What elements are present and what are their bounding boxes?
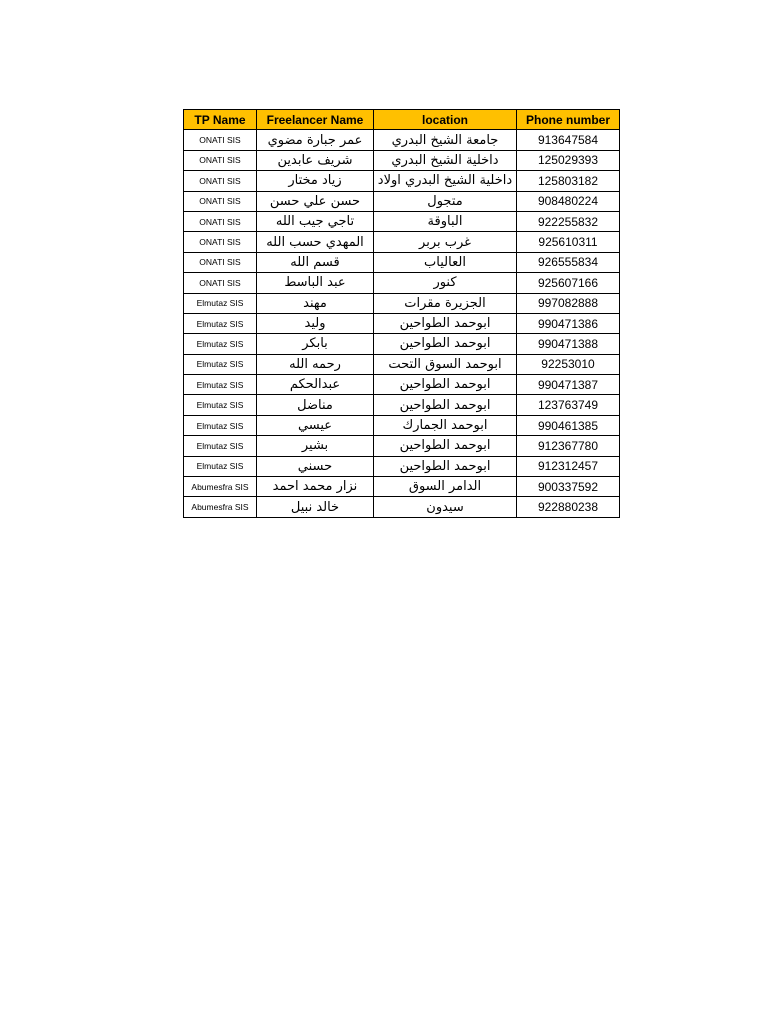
table-row <box>184 130 620 150</box>
header-phone-number: Phone number <box>517 110 620 130</box>
freelancer-name-cell: عمر جبارة مضوي <box>257 130 374 150</box>
phone-number-cell: 125029393 <box>517 150 620 170</box>
header-row <box>184 110 620 130</box>
location-cell: الباوقة <box>374 211 517 231</box>
freelancer-name-cell: رحمه الله <box>257 354 374 374</box>
location-cell: داخلية الشيخ البدري اولاد <box>374 171 517 191</box>
tp-name-cell: ONATI SIS <box>184 232 257 252</box>
location-cell: ابوحمد الطواحين <box>374 456 517 476</box>
phone-number-cell: 912312457 <box>517 456 620 476</box>
table-row <box>184 456 620 476</box>
phone-number-cell: 92253010 <box>517 354 620 374</box>
table-row <box>184 436 620 456</box>
tp-name-cell: ONATI SIS <box>184 150 257 170</box>
table-row <box>184 273 620 293</box>
freelancer-name-cell: مناضل <box>257 395 374 415</box>
tp-name-cell: Elmutaz SIS <box>184 456 257 476</box>
location-cell: ابوحمد الطواحين <box>374 313 517 333</box>
phone-number-cell: 913647584 <box>517 130 620 150</box>
location-cell: ابوحمد الطواحين <box>374 375 517 395</box>
location-cell: كنور <box>374 273 517 293</box>
phone-number-cell: 990461385 <box>517 415 620 435</box>
freelancer-name-cell: بابكر <box>257 334 374 354</box>
phone-number-cell: 997082888 <box>517 293 620 313</box>
tp-name-cell: Elmutaz SIS <box>184 354 257 374</box>
table-row <box>184 252 620 272</box>
freelancer-name-cell: مهند <box>257 293 374 313</box>
header-location: location <box>374 110 517 130</box>
table-row <box>184 477 620 497</box>
freelancer-name-cell: المهدي حسب الله <box>257 232 374 252</box>
location-cell: غرب بربر <box>374 232 517 252</box>
freelancer-name-cell: وليد <box>257 313 374 333</box>
table-row <box>184 395 620 415</box>
tp-name-cell: ONATI SIS <box>184 273 257 293</box>
table-row <box>184 497 620 517</box>
freelancer-name-cell: عبد الباسط <box>257 273 374 293</box>
tp-name-cell: Elmutaz SIS <box>184 415 257 435</box>
table-row <box>184 150 620 170</box>
location-cell: ابوحمد الطواحين <box>374 436 517 456</box>
phone-number-cell: 125803182 <box>517 171 620 191</box>
tp-name-cell: Elmutaz SIS <box>184 436 257 456</box>
phone-number-cell: 123763749 <box>517 395 620 415</box>
table-row <box>184 313 620 333</box>
phone-number-cell: 990471387 <box>517 375 620 395</box>
freelancer-name-cell: عبدالحكم <box>257 375 374 395</box>
tp-name-cell: ONATI SIS <box>184 191 257 211</box>
location-cell: ابوحمد الجمارك <box>374 415 517 435</box>
freelancer-name-cell: تاجي جيب الله <box>257 211 374 231</box>
phone-number-cell: 908480224 <box>517 191 620 211</box>
freelancer-name-cell: زياد مختار <box>257 171 374 191</box>
location-cell: سيدون <box>374 497 517 517</box>
phone-number-cell: 912367780 <box>517 436 620 456</box>
tp-name-cell: ONATI SIS <box>184 252 257 272</box>
phone-number-cell: 922255832 <box>517 211 620 231</box>
phone-number-cell: 990471388 <box>517 334 620 354</box>
freelancer-name-cell: عيسي <box>257 415 374 435</box>
phone-number-cell: 925610311 <box>517 232 620 252</box>
location-cell: الجزيرة مقرات <box>374 293 517 313</box>
freelancer-name-cell: بشير <box>257 436 374 456</box>
tp-name-cell: Elmutaz SIS <box>184 293 257 313</box>
table-row <box>184 354 620 374</box>
freelancer-name-cell: حسني <box>257 456 374 476</box>
phone-number-cell: 900337592 <box>517 477 620 497</box>
table-row <box>184 415 620 435</box>
phone-number-cell: 990471386 <box>517 313 620 333</box>
freelancer-name-cell: حسن علي حسن <box>257 191 374 211</box>
phone-number-cell: 922880238 <box>517 497 620 517</box>
location-cell: ابوحمد الطواحين <box>374 395 517 415</box>
tp-name-cell: Abumesfra SIS <box>184 477 257 497</box>
phone-number-cell: 926555834 <box>517 252 620 272</box>
table-row <box>184 375 620 395</box>
table-row <box>184 334 620 354</box>
location-cell: متجول <box>374 191 517 211</box>
location-cell: ابوحمد الطواحين <box>374 334 517 354</box>
table-row <box>184 191 620 211</box>
tp-name-cell: ONATI SIS <box>184 211 257 231</box>
tp-name-cell: Elmutaz SIS <box>184 313 257 333</box>
freelancer-name-cell: قسم الله <box>257 252 374 272</box>
freelancer-table <box>183 109 620 518</box>
freelancer-name-cell: نزار محمد احمد <box>257 477 374 497</box>
tp-name-cell: Elmutaz SIS <box>184 395 257 415</box>
freelancer-name-cell: شريف عابدين <box>257 150 374 170</box>
tp-name-cell: Abumesfra SIS <box>184 497 257 517</box>
location-cell: داخلية الشيخ البدري <box>374 150 517 170</box>
tp-name-cell: Elmutaz SIS <box>184 375 257 395</box>
tp-name-cell: ONATI SIS <box>184 130 257 150</box>
header-tp-name: TP Name <box>184 110 257 130</box>
location-cell: الدامر السوق <box>374 477 517 497</box>
table-row <box>184 211 620 231</box>
phone-number-cell: 925607166 <box>517 273 620 293</box>
location-cell: جامعة الشيخ البدري <box>374 130 517 150</box>
table-body <box>184 130 620 517</box>
tp-name-cell: ONATI SIS <box>184 171 257 191</box>
table-row <box>184 293 620 313</box>
location-cell: العالياب <box>374 252 517 272</box>
table-row <box>184 232 620 252</box>
table-row <box>184 171 620 191</box>
freelancer-name-cell: خالد نبيل <box>257 497 374 517</box>
location-cell: ابوحمد السوق التحت <box>374 354 517 374</box>
tp-name-cell: Elmutaz SIS <box>184 334 257 354</box>
header-freelancer-name: Freelancer Name <box>257 110 374 130</box>
